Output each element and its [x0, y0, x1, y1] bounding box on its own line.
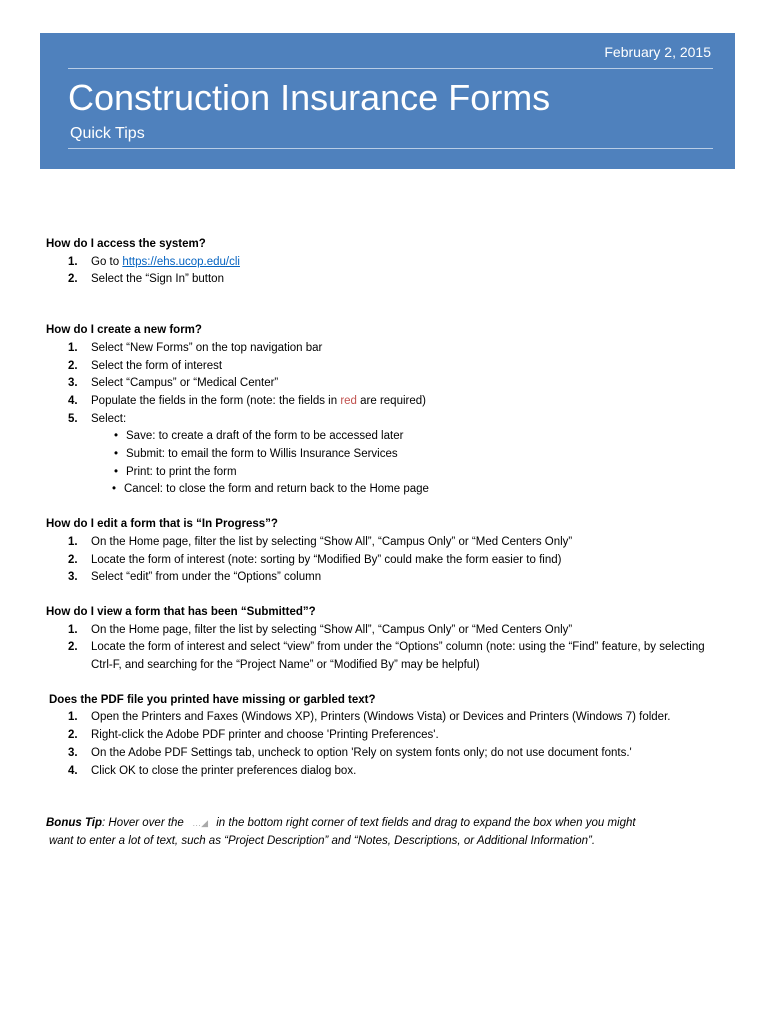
- spacer: [46, 587, 736, 604]
- list-item: 1. Go to https://ehs.ucop.edu/cli: [68, 255, 240, 268]
- section-create: [46, 322, 736, 499]
- steps-access: [46, 254, 736, 289]
- document-subtitle: Quick Tips: [70, 125, 145, 142]
- spacer: [46, 289, 736, 322]
- question-pdf: Does the PDF file you printed have missing or garbled text?: [49, 693, 376, 706]
- steps-create: [46, 340, 736, 429]
- spacer: [46, 780, 736, 815]
- question-edit: How do I edit a form that is “In Progress”?: [46, 518, 278, 531]
- list-item: 4. Populate the fields in the form (note: the fields in red are required): [68, 394, 426, 407]
- list-item: 2. Right-click the Adobe PDF printer and choose 'Printing Preferences'.: [68, 729, 439, 742]
- section-edit: [46, 516, 736, 587]
- list-item: • Submit: to email the form to Willis Insurance Services: [114, 448, 398, 461]
- list-item: 3. Select “Campus” or “Medical Center”: [68, 377, 279, 390]
- steps-edit: [46, 534, 736, 587]
- document-date: February 2, 2015: [604, 44, 711, 60]
- document-title: Construction Insurance Forms: [68, 77, 551, 118]
- bonus-line-1: Bonus Tip: Hover over the …◢ in the bottom right corner of text fields and drag to expand the box when you might: [46, 815, 736, 833]
- list-item: • Cancel: to close the form and return back to the Home page: [112, 483, 429, 496]
- select-options-list: [46, 428, 736, 499]
- list-item: 1. On the Home page, filter the list by selecting “Show All”, “Campus Only” or “Med Centers Only”: [68, 535, 573, 548]
- list-item: 1. Open the Printers and Faxes (Windows XP), Printers (Windows Vista) or Devices and Printers (Windows 7) folder.: [68, 711, 671, 724]
- question-view: How do I view a form that has been “Submitted”?: [46, 605, 316, 618]
- header-rule-top: [68, 68, 713, 69]
- list-item: 2. Locate the form of interest and select “view” from under the “Options” column (note: using the “Find” feature, by selecting Ctrl-F, and searching for the “Project Name” or “Modified By” may be helpful): [68, 641, 705, 672]
- list-item: 5. Select:: [68, 412, 127, 425]
- question-access: How do I access the system?: [46, 238, 206, 250]
- steps-view: [46, 622, 736, 675]
- list-item: 3. On the Adobe PDF Settings tab, uncheck to option 'Rely on system fonts only; do not use document fonts.': [68, 746, 632, 759]
- document-body: [46, 236, 736, 851]
- steps-pdf: [46, 709, 736, 780]
- list-item: 4. Click OK to close the printer preferences dialog box.: [68, 764, 357, 777]
- section-access: [46, 236, 736, 289]
- resize-handle-icon: …◢: [192, 818, 208, 829]
- spacer: [46, 499, 736, 516]
- spacer: [46, 675, 736, 692]
- header-rule-bottom: [68, 148, 713, 149]
- required-red-text: red: [340, 394, 357, 407]
- list-item: 1. Select “New Forms” on the top navigation bar: [68, 341, 323, 354]
- list-item: • Print: to print the form: [114, 465, 237, 478]
- header-banner: [40, 33, 735, 169]
- bonus-line-2: want to enter a lot of text, such as “Project Description” and “Notes, Descriptions, or Additional Information”.: [49, 834, 596, 847]
- list-item: • Save: to create a draft of the form to be accessed later: [114, 430, 404, 443]
- list-item: 1. On the Home page, filter the list by selecting “Show All”, “Campus Only” or “Med Centers Only”: [68, 623, 573, 636]
- section-pdf: [46, 692, 736, 781]
- list-item: 2. Select the form of interest: [68, 359, 223, 372]
- bonus-label: Bonus Tip: [46, 817, 103, 830]
- list-item: 2. Select the “Sign In” button: [68, 273, 224, 286]
- question-create: How do I create a new form?: [46, 324, 202, 337]
- system-link[interactable]: https://ehs.ucop.edu/cli: [122, 255, 240, 268]
- section-view: [46, 604, 736, 675]
- list-item: 3. Select “edit” from under the “Options” column: [68, 571, 322, 584]
- list-item: 2. Locate the form of interest (note: sorting by “Modified By” could make the form easier to find): [68, 553, 562, 566]
- bonus-tip: [46, 815, 736, 850]
